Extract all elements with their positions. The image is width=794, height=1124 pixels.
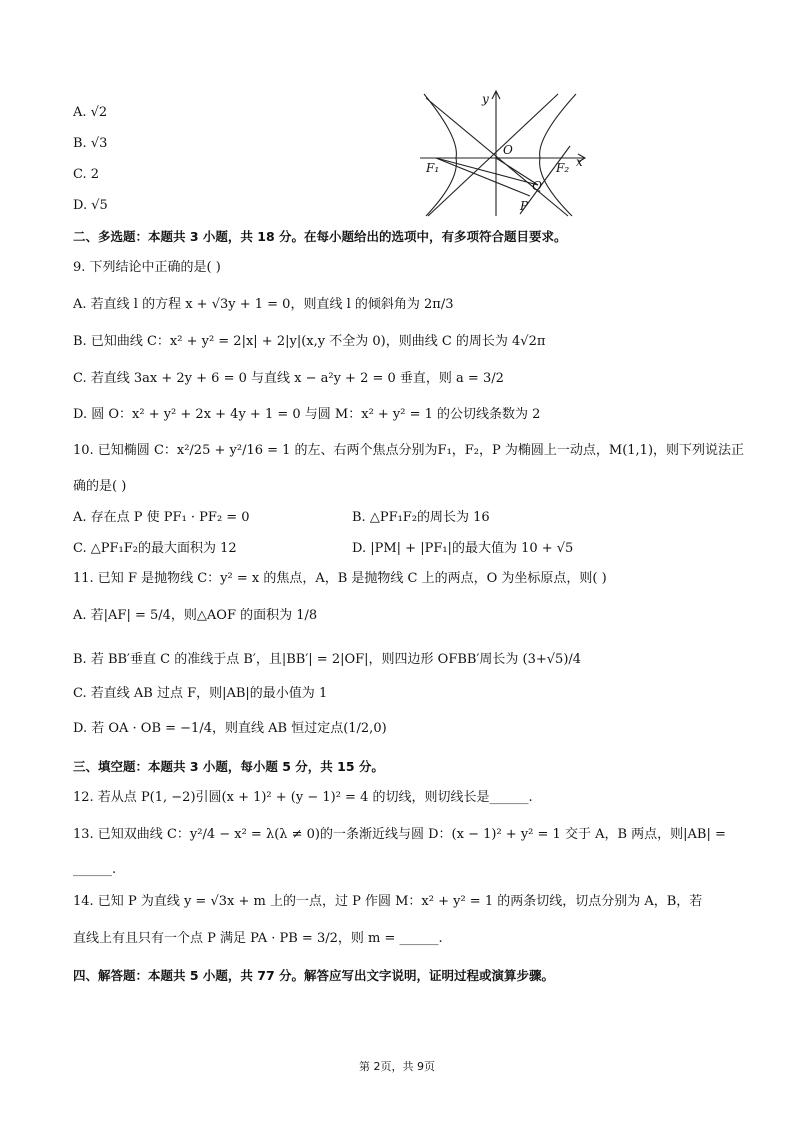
q11-option-c: C. 若直线 AB 过点 F，则|AB|的最小值为 1 [73,686,328,701]
q10-stem-line2: 确的是( ) [73,479,127,494]
label-f1: F₁ [426,161,440,175]
q9-stem: 9. 下列结论中正确的是( ) [73,260,221,275]
q9-option-c: C. 若直线 3ax + 2y + 6 = 0 与直线 x − a²y + 2 = 0 垂直，则 a = 3/2 [73,371,504,386]
q11-option-b: B. 若 BB′垂直 C 的准线于点 B′，且|BB′| = 2|OF|，则四边形 OFBB′周长为 (3+√5)/4 [73,652,582,667]
q14-line2: 直线上有且只有一个点 P 满足 PA · PB = 3/2，则 m = ______. [73,931,443,946]
label-q: Q [532,179,542,193]
q10-stem-line1: 10. 已知椭圆 C：x²/25 + y²/16 = 1 的左、右两个焦点分别为F₁，F₂，P 为椭圆上一动点，M(1,1)，则下列说法正 [73,443,745,458]
asymptote-2 [428,94,558,216]
q11-option-a: A. 若|AF| = 5/4，则△AOF 的面积为 1/8 [73,608,318,623]
label-p: P [520,199,529,213]
section-2-heading: 二、多选题：本题共 3 小题，共 18 分。在每小题给出的选项中，有多项符合题目要求。 [73,229,567,244]
q10-option-d: D. |PM| + |PF₁|的最大值为 10 + √5 [352,541,574,556]
label-y: y [482,92,489,106]
q13-line2: ______. [73,862,117,877]
q8-option-d: D. √5 [73,198,108,213]
q10-option-a: A. 存在点 P 使 PF₁ · PF₂ = 0 [73,510,250,525]
q11-stem: 11. 已知 F 是抛物线 C：y² = x 的焦点，A，B 是抛物线 C 上的两点，O 为坐标原点，则( ) [73,571,607,586]
q8-option-a: A. √2 [73,105,108,120]
q11-option-d: D. 若 OA · OB = −1/4，则直线 AB 恒过定点(1/2,0) [73,721,387,736]
q8-option-c: C. 2 [73,167,100,182]
q14-line1: 14. 已知 P 为直线 y = √3x + m 上的一点，过 P 作圆 M：x² + y² = 1 的两条切线，切点分别为 A，B，若 [73,894,703,909]
q8-option-b: B. √3 [73,136,108,151]
q10-option-c: C. △PF₁F₂的最大面积为 12 [73,541,237,556]
q13-line1: 13. 已知双曲线 C：y²/4 − x² = λ(λ ≠ 0)的一条渐近线与圆 D：(x − 1)² + y² = 1 交于 A，B 两点，则|AB| = [73,827,726,842]
hyperbola-left-branch [424,94,456,216]
section-3-heading: 三、填空题：本题共 3 小题，每小题 5 分，共 15 分。 [73,759,384,774]
q9-option-a: A. 若直线 l 的方程 x + √3y + 1 = 0，则直线 l 的倾斜角为 2π/3 [73,297,454,312]
q10-option-b: B. △PF₁F₂的周长为 16 [352,510,490,525]
q9-option-d: D. 圆 O：x² + y² + 2x + 4y + 1 = 0 与圆 M：x² + y² = 1 的公切线条数为 2 [73,407,541,422]
hyperbola-figure [418,88,590,218]
label-x: x [576,155,583,169]
hyperbola-right-branch [540,94,576,216]
page-footer: 第 2页，共 9页 [359,1060,435,1073]
q12: 12. 若从点 P(1, −2)引圆(x + 1)² + (y − 1)² = 4 的切线，则切线长是______. [73,790,533,805]
q9-option-b: B. 已知曲线 C：x² + y² = 2|x| + 2|y|(x,y 不全为 0)，则曲线 C 的周长为 4√2π [73,334,546,349]
label-o: O [503,143,513,157]
label-f2: F₂ [556,161,570,175]
section-4-heading: 四、解答题：本题共 5 小题，共 77 分。解答应写出文字说明，证明过程或演算步骤。 [73,968,555,983]
